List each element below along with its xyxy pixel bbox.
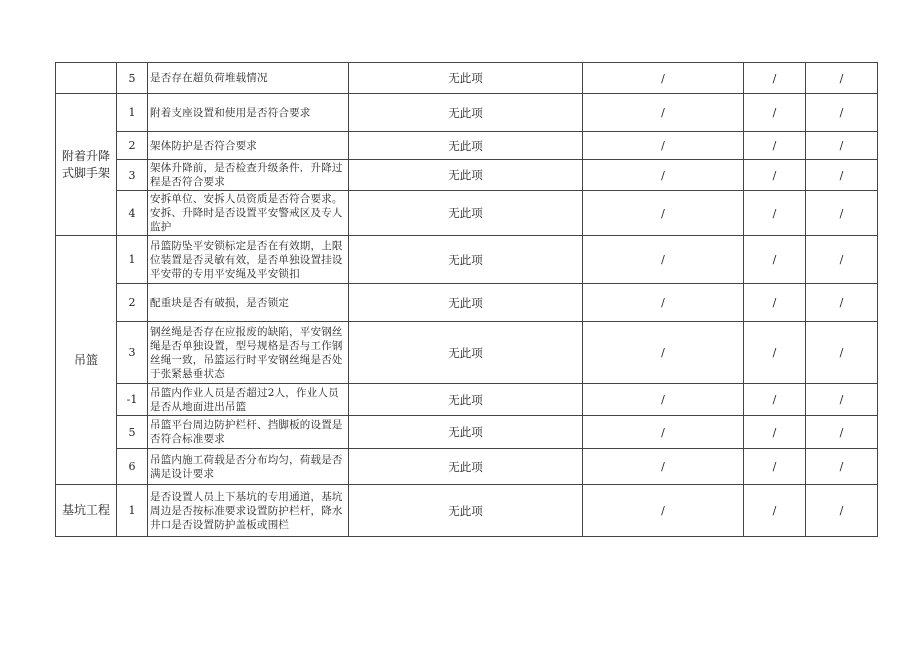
- table-row: [56, 160, 878, 191]
- item-col-3: /: [806, 236, 878, 284]
- item-col-1: /: [583, 485, 744, 537]
- item-col-3: /: [806, 191, 878, 236]
- item-col-2: /: [744, 191, 806, 236]
- table-row: [56, 94, 878, 132]
- item-result: 无此项: [349, 191, 583, 236]
- item-result: 无此项: [349, 322, 583, 384]
- item-col-2: /: [744, 416, 806, 449]
- item-number: 3: [117, 160, 148, 191]
- item-col-1: /: [583, 384, 744, 416]
- item-col-2: /: [744, 132, 806, 160]
- item-col-2: /: [744, 94, 806, 132]
- item-number: 5: [117, 63, 148, 94]
- item-col-3: /: [806, 132, 878, 160]
- item-col-3: /: [806, 160, 878, 191]
- item-result: 无此项: [349, 160, 583, 191]
- item-result: 无此项: [349, 236, 583, 284]
- item-number: 3: [117, 322, 148, 384]
- item-description: 吊篮内作业人员是否超过2人，作业人员是否从地面进出吊篮: [148, 384, 349, 416]
- item-col-1: /: [583, 191, 744, 236]
- item-col-1: /: [583, 449, 744, 485]
- item-number: 2: [117, 284, 148, 322]
- item-description: 配重块是否有破损，是否锁定: [148, 284, 349, 322]
- category-foundation-pit: 基坑工程: [56, 485, 117, 537]
- table-row: [56, 63, 878, 94]
- item-col-1: /: [583, 236, 744, 284]
- item-col-3: /: [806, 63, 878, 94]
- item-col-3: /: [806, 322, 878, 384]
- table-row: [56, 322, 878, 384]
- item-number: 5: [117, 416, 148, 449]
- item-result: 无此项: [349, 63, 583, 94]
- item-result: 无此项: [349, 485, 583, 537]
- item-col-3: /: [806, 384, 878, 416]
- item-result: 无此项: [349, 416, 583, 449]
- item-description: 吊篮平台周边防护栏杆、挡脚板的设置是否符合标准要求: [148, 416, 349, 449]
- item-description: 是否存在超负荷堆载情况: [148, 63, 349, 94]
- item-col-1: /: [583, 160, 744, 191]
- item-description: 吊篮内施工荷载是否分布均匀，荷载是否满足设计要求: [148, 449, 349, 485]
- category-cell-empty: [56, 63, 117, 94]
- item-number: 6: [117, 449, 148, 485]
- item-col-1: /: [583, 284, 744, 322]
- item-col-3: /: [806, 94, 878, 132]
- item-result: 无此项: [349, 94, 583, 132]
- item-result: 无此项: [349, 384, 583, 416]
- category-gondola: 吊篮: [56, 236, 117, 485]
- item-description: 是否设置人员上下基坑的专用通道，基坑周边是否按标准要求设置防护栏杆，降水井口是否设置防护盖板或围栏: [148, 485, 349, 537]
- inspection-table: [55, 62, 878, 537]
- item-number: 4: [117, 191, 148, 236]
- table-row: [56, 449, 878, 485]
- table-row: [56, 236, 878, 284]
- item-description: 钢丝绳是否存在应报废的缺陷，平安钢丝绳是否单独设置，型号规格是否与工作钢丝绳一致，吊篮运行时平安钢丝绳是否处于张紧悬垂状态: [148, 322, 349, 384]
- item-col-1: /: [583, 322, 744, 384]
- table-row: [56, 416, 878, 449]
- item-number: -1: [117, 384, 148, 416]
- item-col-2: /: [744, 236, 806, 284]
- item-col-2: /: [744, 284, 806, 322]
- item-number: 1: [117, 94, 148, 132]
- item-col-2: /: [744, 63, 806, 94]
- item-description: 吊篮防坠平安锁标定是否在有效期，上限位装置是否灵敏有效，是否单独设置挂设平安带的专用平安绳及平安锁扣: [148, 236, 349, 284]
- item-number: 1: [117, 485, 148, 537]
- item-description: 架体防护是否符合要求: [148, 132, 349, 160]
- item-col-1: /: [583, 63, 744, 94]
- table-row: [56, 132, 878, 160]
- item-description: 附着支座设置和使用是否符合要求: [148, 94, 349, 132]
- item-col-2: /: [744, 449, 806, 485]
- item-number: 1: [117, 236, 148, 284]
- item-col-3: /: [806, 449, 878, 485]
- table-row: [56, 384, 878, 416]
- item-col-1: /: [583, 132, 744, 160]
- item-col-2: /: [744, 384, 806, 416]
- item-col-2: /: [744, 160, 806, 191]
- item-col-3: /: [806, 416, 878, 449]
- item-col-2: /: [744, 485, 806, 537]
- item-result: 无此项: [349, 449, 583, 485]
- category-attached-scaffold: 附着升降式脚手架: [56, 94, 117, 236]
- item-col-1: /: [583, 94, 744, 132]
- item-description: 安拆单位、安拆人员资质是否符合要求。安拆、升降时是否设置平安警戒区及专人监护: [148, 191, 349, 236]
- table-row: [56, 191, 878, 236]
- item-col-3: /: [806, 284, 878, 322]
- item-col-2: /: [744, 322, 806, 384]
- item-description: 架体升降前，是否检查升级条件．升降过程是否符合要求: [148, 160, 349, 191]
- item-result: 无此项: [349, 132, 583, 160]
- item-number: 2: [117, 132, 148, 160]
- item-result: 无此项: [349, 284, 583, 322]
- table-row: [56, 284, 878, 322]
- item-col-3: /: [806, 485, 878, 537]
- item-col-1: /: [583, 416, 744, 449]
- table-row: [56, 485, 878, 537]
